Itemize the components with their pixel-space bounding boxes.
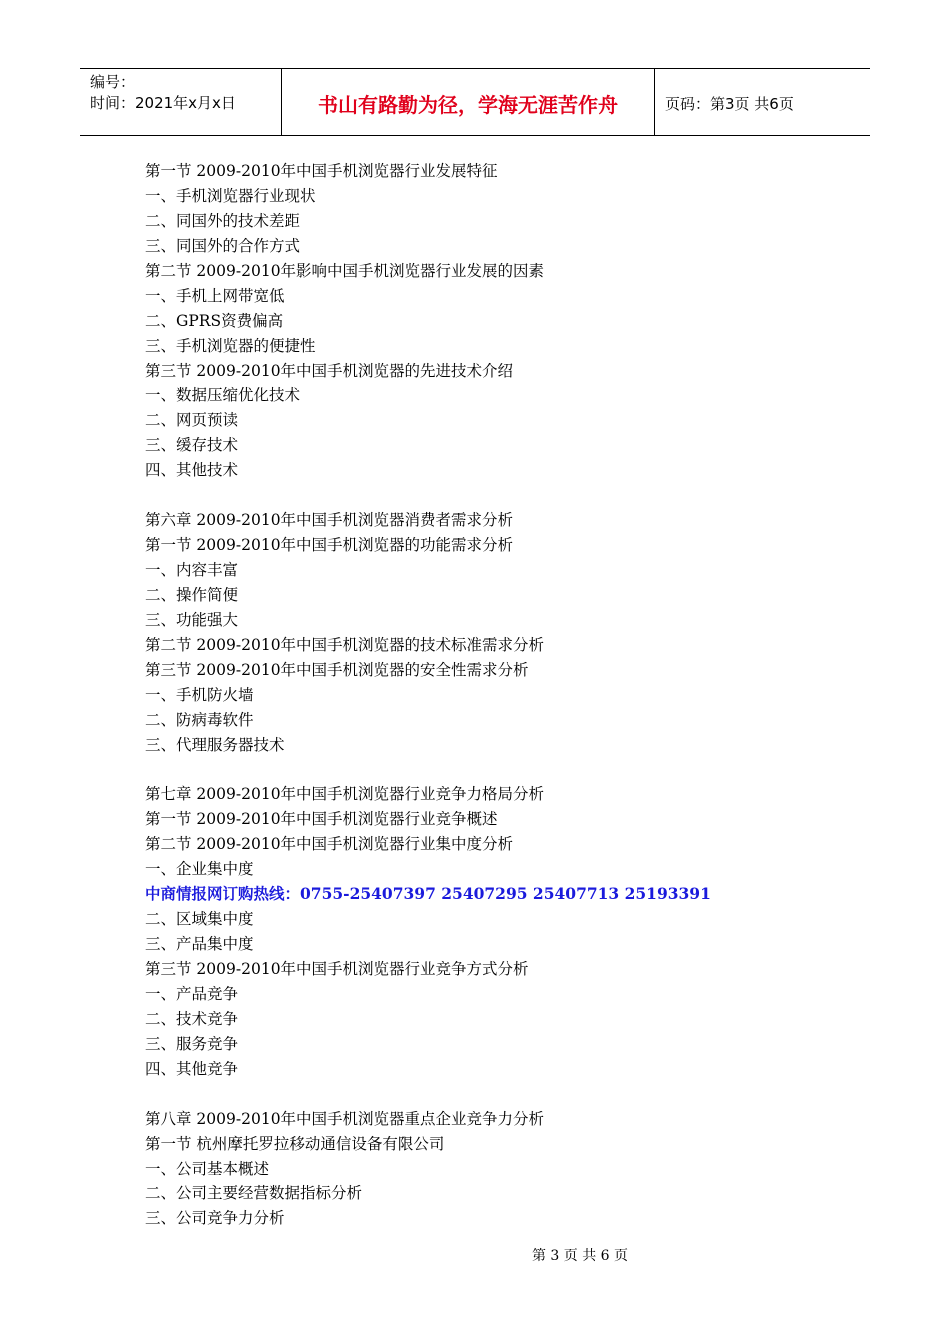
toc-line: 三、同国外的合作方式 (145, 236, 301, 255)
toc-line: 一、手机防火墙 (145, 685, 254, 704)
toc-line: 第二节 2009-2010年影响中国手机浏览器行业发展的因素 (145, 261, 545, 280)
toc-line: 四、其他技术 (145, 461, 239, 480)
toc-line: 三、代理服务器技术 (145, 735, 285, 754)
document-number-label: 编号： (90, 73, 136, 91)
toc-line: 二、网页预读 (145, 411, 239, 430)
toc-line: 三、服务竞争 (145, 1034, 239, 1053)
toc-line: 第三节 2009-2010年中国手机浏览器的先进技术介绍 (145, 361, 514, 380)
toc-line: 一、产品竞争 (145, 984, 239, 1003)
toc-line: 第一节 杭州摩托罗拉移动通信设备有限公司 (145, 1134, 445, 1153)
toc-line: 三、缓存技术 (145, 436, 239, 455)
toc-line: 第二节 2009-2010年中国手机浏览器的技术标准需求分析 (145, 635, 545, 654)
header-meta-cell (80, 69, 282, 135)
toc-line: 二、公司主要经营数据指标分析 (145, 1184, 363, 1203)
toc-line: 三、手机浏览器的便捷性 (145, 336, 316, 355)
toc-line: 二、防病毒软件 (145, 710, 254, 729)
toc-line: 第三节 2009-2010年中国手机浏览器的安全性需求分析 (145, 660, 529, 679)
toc-line: 二、同国外的技术差距 (145, 211, 301, 230)
header-motto: 书山有路勤为径，学海无涯苦作舟 (282, 69, 655, 135)
toc-line: 第七章 2009-2010年中国手机浏览器行业竞争力格局分析 (145, 785, 545, 804)
order-hotline: 中商情报网订购热线：0755-25407397 25407295 25407713 25193391 (145, 884, 711, 904)
page-header (80, 68, 870, 136)
toc-line: 一、内容丰富 (145, 561, 239, 579)
page-footer: 第 3 页 共 6 页 (531, 1248, 629, 1264)
toc-line: 一、公司基本概述 (145, 1159, 270, 1178)
toc-line: 二、技术竞争 (145, 1009, 239, 1028)
toc-line: 一、数据压缩优化技术 (145, 386, 301, 405)
toc-line: 第二节 2009-2010年中国手机浏览器行业集中度分析 (145, 835, 514, 854)
toc-line: 一、手机上网带宽低 (145, 286, 285, 305)
toc-line: 第八章 2009-2010年中国手机浏览器重点企业竞争力分析 (145, 1109, 545, 1128)
header-page-label: 页码：第3页 共6页 (665, 94, 794, 113)
toc-line: 第三节 2009-2010年中国手机浏览器行业竞争方式分析 (145, 960, 529, 978)
toc-line: 三、公司竞争力分析 (145, 1209, 285, 1228)
toc-line: 四、其他竞争 (145, 1059, 239, 1078)
toc-line: 第一节 2009-2010年中国手机浏览器行业竞争概述 (145, 810, 498, 829)
section-gap (145, 483, 845, 508)
toc-line: 第一节 2009-2010年中国手机浏览器的功能需求分析 (145, 536, 514, 555)
toc-line: 二、GPRS资费偏高 (145, 311, 284, 330)
section-gap (145, 758, 845, 783)
table-of-contents (145, 159, 845, 1231)
section-gap (145, 1082, 845, 1107)
toc-line: 二、区域集中度 (145, 910, 254, 929)
toc-line: 第六章 2009-2010年中国手机浏览器消费者需求分析 (145, 511, 514, 530)
toc-line: 一、企业集中度 (145, 860, 254, 879)
toc-line: 二、操作简便 (145, 585, 239, 604)
toc-line: 一、手机浏览器行业现状 (145, 186, 316, 205)
toc-line: 第一节 2009-2010年中国手机浏览器行业发展特征 (145, 162, 498, 180)
toc-line: 三、产品集中度 (145, 935, 254, 954)
toc-line: 三、功能强大 (145, 610, 239, 629)
document-time-label: 时间：2021年x月x日 (90, 94, 236, 112)
